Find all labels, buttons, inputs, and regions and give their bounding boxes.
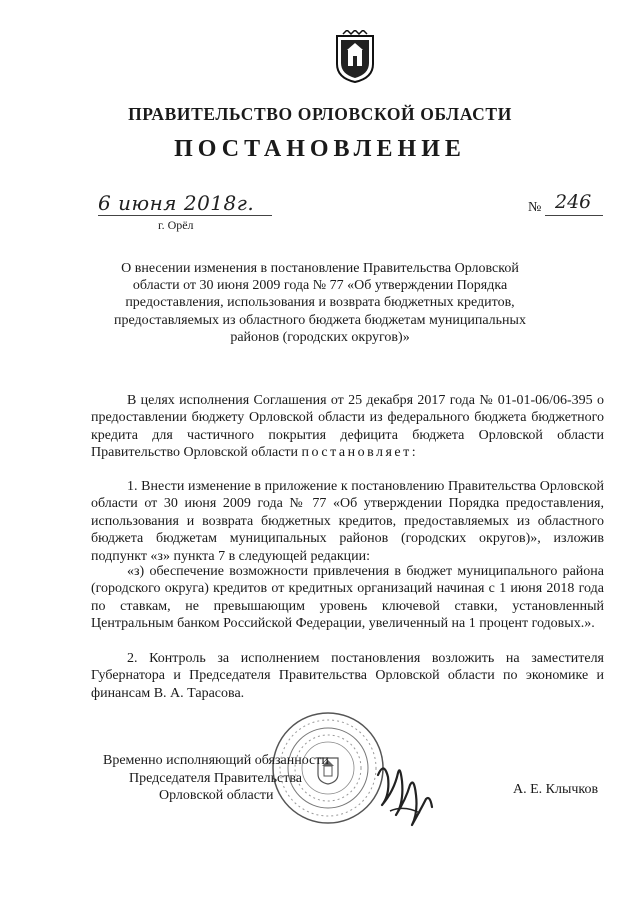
signatory-title-line-3: Орловской области: [159, 788, 274, 804]
subclause-z-text: «з) обеспечение возможности привлечения в бюджет муниципального района (городского округа) кредитов от кредитных организаций начиная с 1 июня 2018 года по ставкам, не превышающим уровень ключевой ставки, установленный Центральным банком Российской Федерации, увеличенный на 1 процент годовых.».: [91, 564, 604, 632]
signatory-title: [103, 752, 329, 805]
clause-2-paragraph: [91, 650, 604, 702]
resolution-keyword: постановляет:: [301, 445, 419, 461]
clause-2-text: 2. Контроль за исполнением постановления возложить на заместителя Губернатора и Председателя Правительства Орловской области по экономике и финансам В. А. Тарасова.: [91, 651, 604, 701]
date-underline: [98, 215, 272, 216]
signatory-name: А. Е. Клычков: [513, 782, 599, 797]
number-label: №: [528, 200, 542, 215]
handwritten-date: 6 июня 2018г.: [98, 191, 255, 215]
subclause-z-paragraph: [91, 563, 604, 633]
preamble-paragraph: [91, 392, 604, 462]
issuing-authority: ПРАВИТЕЛЬСТВО ОРЛОВСКОЙ ОБЛАСТИ: [128, 104, 512, 124]
clause-1-paragraph: [91, 478, 604, 565]
signatory-title-line-2: Председателя Правительства: [129, 770, 303, 786]
preamble-text: В целях исполнения Соглашения от 25 декабря 2017 года № 01-01-06/06-395 о предоставлении бюджету Орловской области из федерального бюджета бюджетного кредита для частичного покрытия дефицита бюджета Орловской области Правительство Орловской области: [91, 393, 604, 461]
document-type: ПОСТАНОВЛЕНИЕ: [174, 136, 466, 162]
number-underline: [545, 215, 603, 216]
handwritten-number: 246: [555, 191, 592, 213]
document-subject: О внесении изменения в постановление Правительства Орловской области от 30 июня 2009 года № 77 «Об утверждении Порядка предоставления, использования и возврата бюджетных кредитов, предоставляемых из областного бюджета бюджетам муниципальных районов (городских округов)»: [114, 261, 526, 345]
handwritten-signature: [370, 755, 440, 835]
clause-1-text: 1. Внести изменение в приложение к постановлению Правительства Орловской области от 30 июня 2009 года № 77 «Об утверждении Порядка предоставления, использования и возврата бюджетных кредитов, предоставляемых из областного бюджета бюджетам муниципальных районов (городских округов)», изложив подпункт «з» пункта 7 в следующей редакции:: [91, 479, 604, 564]
coat-of-arms-emblem: [333, 30, 377, 84]
signatory-title-line-1: Временно исполняющий обязанности: [103, 753, 329, 768]
city-label: г. Орёл: [158, 218, 194, 232]
